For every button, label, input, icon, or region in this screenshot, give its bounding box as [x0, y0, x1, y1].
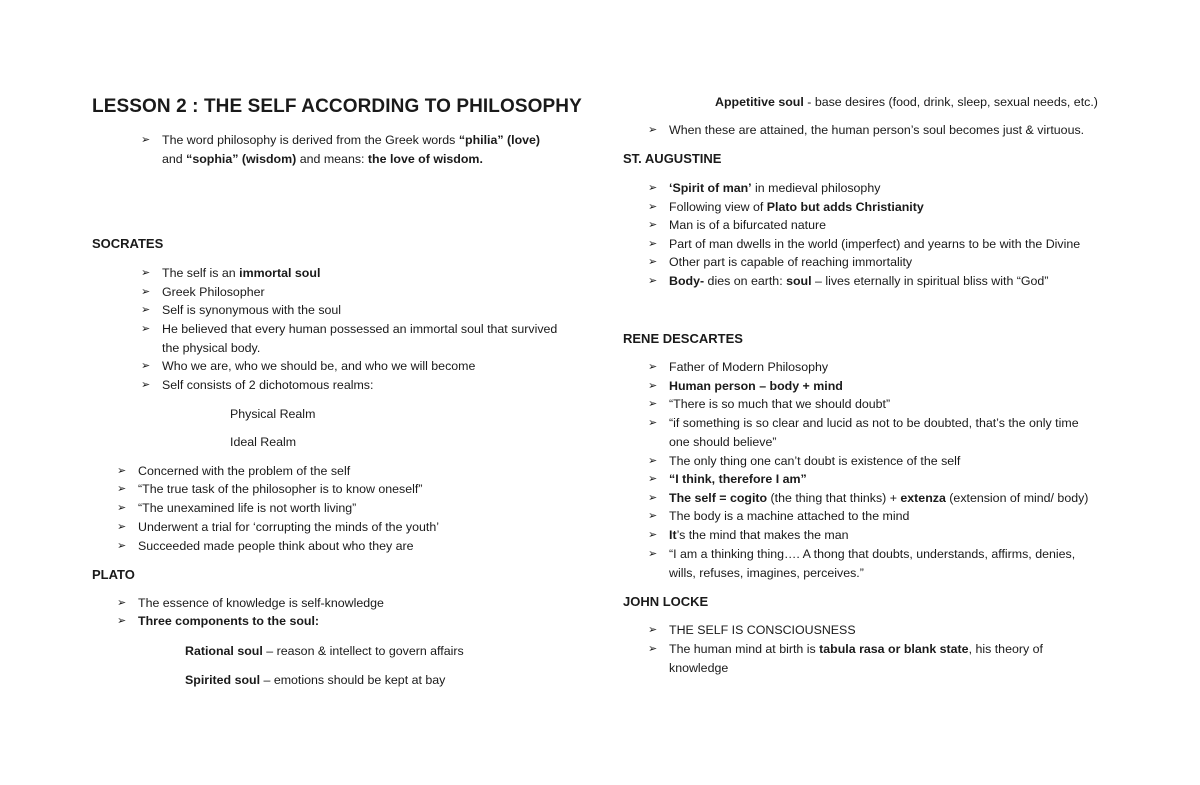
page-title: LESSON 2 : THE SELF ACCORDING TO PHILOSOPHY — [92, 96, 582, 117]
arrow-bullet-icon: ➢ — [117, 502, 127, 514]
arrow-bullet-icon: ➢ — [117, 483, 127, 495]
arrow-bullet-icon: ➢ — [648, 238, 658, 250]
arrow-bullet-icon: ➢ — [648, 219, 658, 231]
rational-soul: Rational soul – reason & intellect to govern affairs — [185, 644, 464, 658]
arrow-bullet-icon: ➢ — [141, 267, 151, 279]
arrow-bullet-icon: ➢ — [648, 624, 658, 636]
arrow-bullet-icon: ➢ — [648, 256, 658, 268]
arrow-bullet-icon: ➢ — [648, 492, 658, 504]
arrow-bullet-icon: ➢ — [648, 398, 658, 410]
plato-heading: PLATO — [92, 567, 135, 582]
realm-physical: Physical Realm — [230, 407, 316, 421]
arrow-bullet-icon: ➢ — [648, 201, 658, 213]
arrow-bullet-icon: ➢ — [648, 380, 658, 392]
augustine-heading: ST. AUGUSTINE — [623, 151, 722, 166]
arrow-bullet-icon: ➢ — [648, 182, 658, 194]
intro-text-line2: and “sophia” (wisdom) and means: the love of wisdom. — [162, 152, 483, 166]
arrow-bullet-icon: ➢ — [141, 286, 151, 298]
arrow-bullet-icon: ➢ — [648, 529, 658, 541]
arrow-bullet-icon: ➢ — [648, 417, 658, 429]
intro-text: The word philosophy is derived from the Greek words “philia” (love) — [162, 133, 541, 147]
spirited-soul: Spirited soul – emotions should be kept at bay — [185, 673, 446, 687]
arrow-bullet-icon: ➢ — [648, 643, 658, 655]
arrow-bullet-icon: ➢ — [117, 521, 127, 533]
arrow-bullet-icon: ➢ — [141, 360, 151, 372]
realm-ideal: Ideal Realm — [230, 435, 297, 449]
arrow-bullet-icon: ➢ — [648, 548, 658, 560]
arrow-bullet-icon: ➢ — [117, 540, 127, 552]
appetitive-soul: Appetitive soul - base desires (food, drink, sleep, sexual needs, etc.) — [715, 95, 1098, 109]
locke-heading: JOHN LOCKE — [623, 594, 709, 609]
arrow-bullet-icon: ➢ — [648, 473, 658, 485]
arrow-bullet-icon: ➢ — [141, 379, 151, 391]
arrow-bullet-icon: ➢ — [117, 597, 127, 609]
descartes-heading: RENE DESCARTES — [623, 331, 743, 346]
arrow-bullet-icon: ➢ — [648, 455, 658, 467]
socrates-heading: SOCRATES — [92, 236, 164, 251]
arrow-bullet-icon: ➢ — [648, 510, 658, 522]
arrow-bullet-icon: ➢ — [648, 124, 658, 136]
arrow-bullet-icon: ➢ — [141, 304, 151, 316]
arrow-bullet-icon: ➢ — [141, 134, 151, 146]
arrow-bullet-icon: ➢ — [117, 465, 127, 477]
arrow-bullet-icon: ➢ — [141, 323, 151, 335]
arrow-bullet-icon: ➢ — [648, 275, 658, 287]
arrow-bullet-icon: ➢ — [648, 361, 658, 373]
arrow-bullet-icon: ➢ — [117, 615, 127, 627]
